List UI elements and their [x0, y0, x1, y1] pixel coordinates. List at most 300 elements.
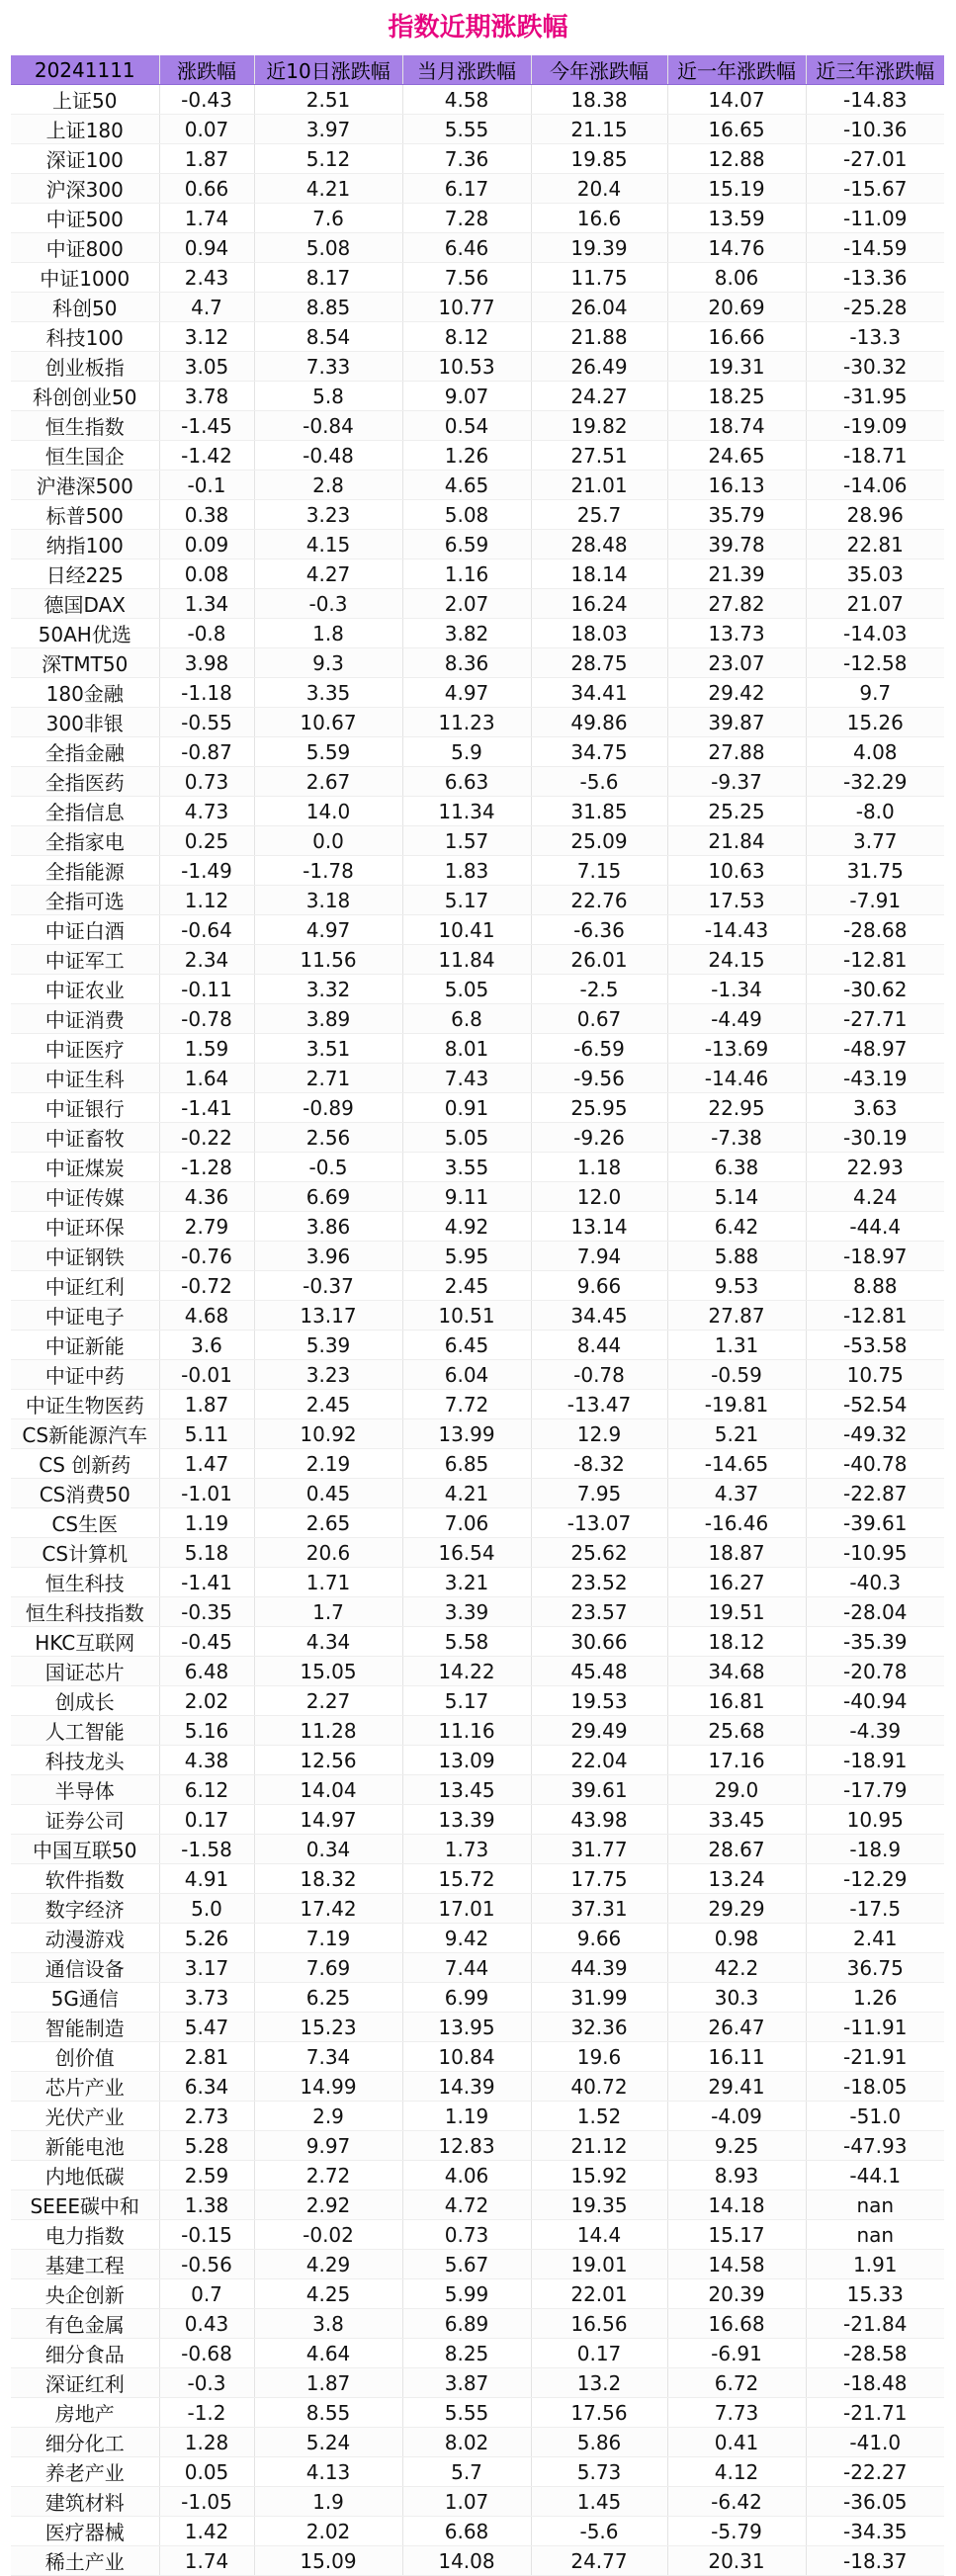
index-name-cell: 恒生国企 [11, 441, 159, 471]
index-name-cell: CS生医 [11, 1508, 159, 1538]
change-10d-cell: 4.25 [254, 2279, 402, 2309]
change-ytd-cell: 21.15 [531, 115, 667, 144]
change-ytd-cell: 34.45 [531, 1301, 667, 1331]
change-ytd-cell: 32.36 [531, 2013, 667, 2042]
change-month-cell: 15.72 [402, 1864, 531, 1894]
index-name-cell: 创价值 [11, 2042, 159, 2072]
change-10d-cell: 4.97 [254, 915, 402, 945]
table-row [11, 1242, 944, 1271]
change-ytd-cell: 9.66 [531, 1924, 667, 1953]
change-month-cell: 4.97 [402, 678, 531, 708]
change-cell: 0.05 [159, 2457, 254, 2487]
index-name-cell: 有色金属 [11, 2309, 159, 2339]
change-ytd-cell: 21.12 [531, 2131, 667, 2161]
change-3y-cell: 22.93 [806, 1153, 944, 1182]
change-month-cell: 14.39 [402, 2072, 531, 2102]
change-3y-cell: 35.03 [806, 559, 944, 589]
index-name-cell: 人工智能 [11, 1716, 159, 1746]
change-cell: -1.05 [159, 2487, 254, 2517]
change-1y-cell: 16.66 [667, 322, 806, 352]
change-3y-cell: nan [806, 2220, 944, 2250]
change-10d-cell: 11.56 [254, 945, 402, 975]
table-row [11, 1331, 944, 1360]
index-name-cell: 深TMT50 [11, 648, 159, 678]
change-3y-cell: 22.81 [806, 530, 944, 559]
change-ytd-cell: 13.14 [531, 1212, 667, 1242]
change-3y-cell: -28.68 [806, 915, 944, 945]
change-3y-cell: -12.81 [806, 1301, 944, 1331]
change-1y-cell: -1.34 [667, 975, 806, 1004]
table-row [11, 1360, 944, 1390]
change-ytd-cell: 1.45 [531, 2487, 667, 2517]
index-name-cell: 新能电池 [11, 2131, 159, 2161]
change-10d-cell: 10.67 [254, 708, 402, 737]
index-name-cell: 养老产业 [11, 2457, 159, 2487]
change-cell: 4.36 [159, 1182, 254, 1212]
change-3y-cell: -51.0 [806, 2102, 944, 2131]
change-ytd-cell: 26.01 [531, 945, 667, 975]
index-name-cell: 中证白酒 [11, 915, 159, 945]
change-ytd-cell: -13.47 [531, 1390, 667, 1419]
change-10d-cell: 2.19 [254, 1449, 402, 1479]
index-name-cell: 全指金融 [11, 737, 159, 767]
index-name-cell: 稀土产业 [11, 2546, 159, 2576]
index-name-cell: 中证传媒 [11, 1182, 159, 1212]
change-10d-cell: 5.24 [254, 2428, 402, 2457]
change-month-cell: 5.55 [402, 115, 531, 144]
change-10d-cell: 2.51 [254, 85, 402, 115]
change-ytd-cell: 16.6 [531, 204, 667, 233]
change-month-cell: 6.46 [402, 233, 531, 263]
change-10d-cell: -0.89 [254, 1093, 402, 1123]
change-10d-cell: 4.27 [254, 559, 402, 589]
change-cell: 1.59 [159, 1034, 254, 1064]
change-month-cell: 5.17 [402, 1686, 531, 1716]
index-name-cell: 内地低碳 [11, 2161, 159, 2190]
change-month-cell: 11.16 [402, 1716, 531, 1746]
change-1y-cell: 25.68 [667, 1716, 806, 1746]
change-month-cell: 5.08 [402, 500, 531, 530]
change-ytd-cell: 25.62 [531, 1538, 667, 1568]
change-cell: 3.73 [159, 1983, 254, 2013]
change-1y-cell: 8.06 [667, 263, 806, 293]
change-3y-cell: -11.91 [806, 2013, 944, 2042]
change-3y-cell: 3.77 [806, 826, 944, 856]
change-cell: -0.35 [159, 1597, 254, 1627]
change-ytd-cell: 24.27 [531, 382, 667, 411]
change-cell: -1.41 [159, 1093, 254, 1123]
index-name-cell: 创成长 [11, 1686, 159, 1716]
index-name-cell: 中证1000 [11, 263, 159, 293]
change-month-cell: 7.28 [402, 204, 531, 233]
change-10d-cell: 0.0 [254, 826, 402, 856]
index-name-cell: 300非银 [11, 708, 159, 737]
change-ytd-cell: -5.6 [531, 2517, 667, 2546]
change-1y-cell: 27.82 [667, 589, 806, 619]
index-name-cell: 半导体 [11, 1775, 159, 1805]
change-1y-cell: 27.88 [667, 737, 806, 767]
index-name-cell: 恒生科技指数 [11, 1597, 159, 1627]
change-ytd-cell: 14.4 [531, 2220, 667, 2250]
table-row [11, 2042, 944, 2072]
change-1y-cell: 27.87 [667, 1301, 806, 1331]
change-1y-cell: -9.37 [667, 767, 806, 797]
change-1y-cell: 13.59 [667, 204, 806, 233]
index-name-cell: 中证煤炭 [11, 1153, 159, 1182]
table-row [11, 708, 944, 737]
index-name-cell: 深证100 [11, 144, 159, 174]
change-ytd-cell: 45.48 [531, 1657, 667, 1686]
change-ytd-cell: 16.24 [531, 589, 667, 619]
table-row [11, 2517, 944, 2546]
change-ytd-cell: -13.07 [531, 1508, 667, 1538]
change-ytd-cell: 31.99 [531, 1983, 667, 2013]
table-row [11, 1182, 944, 1212]
change-month-cell: 6.99 [402, 1983, 531, 2013]
change-month-cell: 5.7 [402, 2457, 531, 2487]
change-1y-cell: -14.46 [667, 1064, 806, 1093]
change-1y-cell: 16.13 [667, 471, 806, 500]
table-row [11, 1034, 944, 1064]
change-10d-cell: 2.65 [254, 1508, 402, 1538]
change-1y-cell: 39.78 [667, 530, 806, 559]
change-ytd-cell: 31.77 [531, 1835, 667, 1864]
change-10d-cell: 8.55 [254, 2398, 402, 2428]
change-3y-cell: -15.67 [806, 174, 944, 204]
table-row [11, 471, 944, 500]
table-row [11, 115, 944, 144]
change-month-cell: 1.07 [402, 2487, 531, 2517]
change-3y-cell: -18.91 [806, 1746, 944, 1775]
table-row [11, 797, 944, 826]
change-10d-cell: 10.92 [254, 1419, 402, 1449]
index-name-cell: 恒生指数 [11, 411, 159, 441]
change-ytd-cell: -0.78 [531, 1360, 667, 1390]
change-month-cell: 7.06 [402, 1508, 531, 1538]
change-10d-cell: 1.87 [254, 2368, 402, 2398]
change-1y-cell: 18.25 [667, 382, 806, 411]
table-row [11, 737, 944, 767]
header-change-3y: 近三年涨跌幅 [806, 55, 944, 85]
table-row [11, 648, 944, 678]
change-1y-cell: 5.88 [667, 1242, 806, 1271]
change-10d-cell: 11.28 [254, 1716, 402, 1746]
table-row [11, 85, 944, 115]
table-row [11, 2546, 944, 2576]
change-month-cell: 7.56 [402, 263, 531, 293]
change-3y-cell: -27.71 [806, 1004, 944, 1034]
change-cell: 1.42 [159, 2517, 254, 2546]
index-name-cell: 电力指数 [11, 2220, 159, 2250]
change-ytd-cell: 12.9 [531, 1419, 667, 1449]
change-cell: 4.91 [159, 1864, 254, 1894]
index-name-cell: 中国互联50 [11, 1835, 159, 1864]
change-1y-cell: 24.15 [667, 945, 806, 975]
change-1y-cell: 13.73 [667, 619, 806, 648]
change-month-cell: 17.01 [402, 1894, 531, 1924]
change-10d-cell: 4.21 [254, 174, 402, 204]
change-10d-cell: 2.71 [254, 1064, 402, 1093]
change-cell: -1.28 [159, 1153, 254, 1182]
change-month-cell: 6.63 [402, 767, 531, 797]
change-month-cell: 8.02 [402, 2428, 531, 2457]
table-row [11, 1983, 944, 2013]
change-3y-cell: -25.28 [806, 293, 944, 322]
change-ytd-cell: 18.14 [531, 559, 667, 589]
change-10d-cell: 5.08 [254, 233, 402, 263]
change-3y-cell: -30.62 [806, 975, 944, 1004]
change-1y-cell: 4.37 [667, 1479, 806, 1508]
table-row [11, 1657, 944, 1686]
table-row [11, 322, 944, 352]
index-name-cell: 上证180 [11, 115, 159, 144]
change-cell: 0.94 [159, 233, 254, 263]
index-name-cell: 光伏产业 [11, 2102, 159, 2131]
change-month-cell: 1.26 [402, 441, 531, 471]
change-3y-cell: 4.24 [806, 1182, 944, 1212]
change-month-cell: 13.99 [402, 1419, 531, 1449]
change-ytd-cell: 22.01 [531, 2279, 667, 2309]
change-cell: -0.78 [159, 1004, 254, 1034]
change-1y-cell: -5.79 [667, 2517, 806, 2546]
change-cell: 0.73 [159, 767, 254, 797]
change-3y-cell: -20.78 [806, 1657, 944, 1686]
change-1y-cell: 33.45 [667, 1805, 806, 1835]
change-3y-cell: -18.9 [806, 1835, 944, 1864]
index-name-cell: 通信设备 [11, 1953, 159, 1983]
change-cell: -0.11 [159, 975, 254, 1004]
change-10d-cell: 2.92 [254, 2190, 402, 2220]
change-month-cell: 7.43 [402, 1064, 531, 1093]
change-3y-cell: -13.3 [806, 322, 944, 352]
change-10d-cell: 15.09 [254, 2546, 402, 2576]
header-date: 20241111 [11, 55, 159, 85]
index-name-cell: 深证红利 [11, 2368, 159, 2398]
change-cell: 6.48 [159, 1657, 254, 1686]
change-month-cell: 14.08 [402, 2546, 531, 2576]
change-1y-cell: 13.24 [667, 1864, 806, 1894]
change-cell: 3.98 [159, 648, 254, 678]
table-row [11, 2368, 944, 2398]
change-10d-cell: 4.34 [254, 1627, 402, 1657]
table-row [11, 1064, 944, 1093]
change-1y-cell: 24.65 [667, 441, 806, 471]
change-ytd-cell: 20.4 [531, 174, 667, 204]
change-1y-cell: 30.3 [667, 1983, 806, 2013]
change-cell: 1.12 [159, 886, 254, 915]
change-1y-cell: 0.98 [667, 1924, 806, 1953]
table-row [11, 1835, 944, 1864]
change-3y-cell: 9.7 [806, 678, 944, 708]
change-10d-cell: 3.89 [254, 1004, 402, 1034]
table-row [11, 2013, 944, 2042]
change-ytd-cell: 21.88 [531, 322, 667, 352]
change-cell: 5.0 [159, 1894, 254, 1924]
change-1y-cell: 4.12 [667, 2457, 806, 2487]
change-3y-cell: -14.03 [806, 619, 944, 648]
change-cell: 3.6 [159, 1331, 254, 1360]
change-3y-cell: -35.39 [806, 1627, 944, 1657]
change-cell: 0.17 [159, 1805, 254, 1835]
change-ytd-cell: 9.66 [531, 1271, 667, 1301]
change-3y-cell: -40.3 [806, 1568, 944, 1597]
change-10d-cell: 7.6 [254, 204, 402, 233]
table-row [11, 2131, 944, 2161]
change-cell: 6.12 [159, 1775, 254, 1805]
change-month-cell: 2.45 [402, 1271, 531, 1301]
table-row [11, 2102, 944, 2131]
header-change-10d: 近10日涨跌幅 [254, 55, 402, 85]
change-3y-cell: 28.96 [806, 500, 944, 530]
change-month-cell: 6.8 [402, 1004, 531, 1034]
change-cell: 5.16 [159, 1716, 254, 1746]
table-row [11, 1864, 944, 1894]
change-cell: 5.11 [159, 1419, 254, 1449]
change-10d-cell: 3.35 [254, 678, 402, 708]
change-3y-cell: -44.4 [806, 1212, 944, 1242]
change-3y-cell: 10.75 [806, 1360, 944, 1390]
change-month-cell: 3.55 [402, 1153, 531, 1182]
index-performance-table [11, 55, 944, 2576]
change-10d-cell: 2.56 [254, 1123, 402, 1153]
change-month-cell: 9.42 [402, 1924, 531, 1953]
change-1y-cell: 20.31 [667, 2546, 806, 2576]
table-row [11, 2190, 944, 2220]
change-cell: 2.79 [159, 1212, 254, 1242]
index-name-cell: 动漫游戏 [11, 1924, 159, 1953]
change-ytd-cell: 19.35 [531, 2190, 667, 2220]
table-row [11, 1123, 944, 1153]
change-cell: 5.18 [159, 1538, 254, 1568]
change-month-cell: 5.58 [402, 1627, 531, 1657]
change-10d-cell: 5.8 [254, 382, 402, 411]
table-row [11, 1479, 944, 1508]
change-month-cell: 10.51 [402, 1301, 531, 1331]
change-3y-cell: 4.08 [806, 737, 944, 767]
index-name-cell: 医疗器械 [11, 2517, 159, 2546]
index-name-cell: 中证环保 [11, 1212, 159, 1242]
change-3y-cell: -48.97 [806, 1034, 944, 1064]
table-row [11, 174, 944, 204]
change-10d-cell: 15.23 [254, 2013, 402, 2042]
change-cell: 0.43 [159, 2309, 254, 2339]
change-cell: -0.76 [159, 1242, 254, 1271]
change-ytd-cell: 39.61 [531, 1775, 667, 1805]
change-month-cell: 10.41 [402, 915, 531, 945]
change-3y-cell: -8.0 [806, 797, 944, 826]
table-row [11, 2161, 944, 2190]
table-row [11, 2279, 944, 2309]
table-row [11, 1953, 944, 1983]
change-ytd-cell: 16.56 [531, 2309, 667, 2339]
index-name-cell: 科创50 [11, 293, 159, 322]
table-row [11, 1775, 944, 1805]
change-month-cell: 0.54 [402, 411, 531, 441]
change-3y-cell: -22.87 [806, 1479, 944, 1508]
change-3y-cell: -10.95 [806, 1538, 944, 1568]
change-1y-cell: 34.68 [667, 1657, 806, 1686]
change-cell: -0.01 [159, 1360, 254, 1390]
table-header-row [11, 55, 944, 85]
table-row [11, 856, 944, 886]
change-ytd-cell: 24.77 [531, 2546, 667, 2576]
table-row [11, 678, 944, 708]
table-row [11, 1746, 944, 1775]
change-month-cell: 7.44 [402, 1953, 531, 1983]
index-name-cell: 中证医疗 [11, 1034, 159, 1064]
change-1y-cell: 16.68 [667, 2309, 806, 2339]
change-cell: 4.73 [159, 797, 254, 826]
change-month-cell: 13.95 [402, 2013, 531, 2042]
change-1y-cell: -16.46 [667, 1508, 806, 1538]
change-3y-cell: -32.29 [806, 767, 944, 797]
change-month-cell: 13.39 [402, 1805, 531, 1835]
change-1y-cell: -7.38 [667, 1123, 806, 1153]
table-row [11, 2487, 944, 2517]
change-cell: 0.08 [159, 559, 254, 589]
change-cell: 1.74 [159, 2546, 254, 2576]
change-3y-cell: -4.39 [806, 1716, 944, 1746]
change-10d-cell: 20.6 [254, 1538, 402, 1568]
change-3y-cell: -7.91 [806, 886, 944, 915]
header-change-ytd: 今年涨跌幅 [531, 55, 667, 85]
change-1y-cell: 21.84 [667, 826, 806, 856]
change-10d-cell: 0.45 [254, 1479, 402, 1508]
change-10d-cell: 1.8 [254, 619, 402, 648]
change-1y-cell: 19.51 [667, 1597, 806, 1627]
change-ytd-cell: -8.32 [531, 1449, 667, 1479]
table-row [11, 1597, 944, 1627]
index-name-cell: 全指信息 [11, 797, 159, 826]
change-10d-cell: 7.33 [254, 352, 402, 382]
change-ytd-cell: 26.49 [531, 352, 667, 382]
table-row [11, 1924, 944, 1953]
change-3y-cell: 1.26 [806, 1983, 944, 2013]
change-month-cell: 4.92 [402, 1212, 531, 1242]
index-name-cell: 中证新能 [11, 1331, 159, 1360]
change-ytd-cell: 23.52 [531, 1568, 667, 1597]
table-row [11, 1212, 944, 1242]
change-cell: -0.55 [159, 708, 254, 737]
change-3y-cell: -12.81 [806, 945, 944, 975]
table-row [11, 1093, 944, 1123]
change-cell: 1.28 [159, 2428, 254, 2457]
change-ytd-cell: 25.09 [531, 826, 667, 856]
change-ytd-cell: 18.03 [531, 619, 667, 648]
change-ytd-cell: 8.44 [531, 1331, 667, 1360]
change-1y-cell: 1.31 [667, 1331, 806, 1360]
change-month-cell: 1.16 [402, 559, 531, 589]
change-ytd-cell: 21.01 [531, 471, 667, 500]
change-3y-cell: -13.36 [806, 263, 944, 293]
change-3y-cell: 1.91 [806, 2250, 944, 2279]
table-row [11, 1449, 944, 1479]
change-ytd-cell: 12.0 [531, 1182, 667, 1212]
change-ytd-cell: 17.56 [531, 2398, 667, 2428]
change-cell: -0.56 [159, 2250, 254, 2279]
index-name-cell: 房地产 [11, 2398, 159, 2428]
change-cell: 3.12 [159, 322, 254, 352]
change-10d-cell: 5.39 [254, 1331, 402, 1360]
change-10d-cell: 17.42 [254, 1894, 402, 1924]
change-10d-cell: 2.9 [254, 2102, 402, 2131]
change-1y-cell: 20.39 [667, 2279, 806, 2309]
index-name-cell: 软件指数 [11, 1864, 159, 1894]
index-name-cell: 科技100 [11, 322, 159, 352]
change-3y-cell: -11.09 [806, 204, 944, 233]
table-row [11, 2220, 944, 2250]
change-1y-cell: 9.25 [667, 2131, 806, 2161]
